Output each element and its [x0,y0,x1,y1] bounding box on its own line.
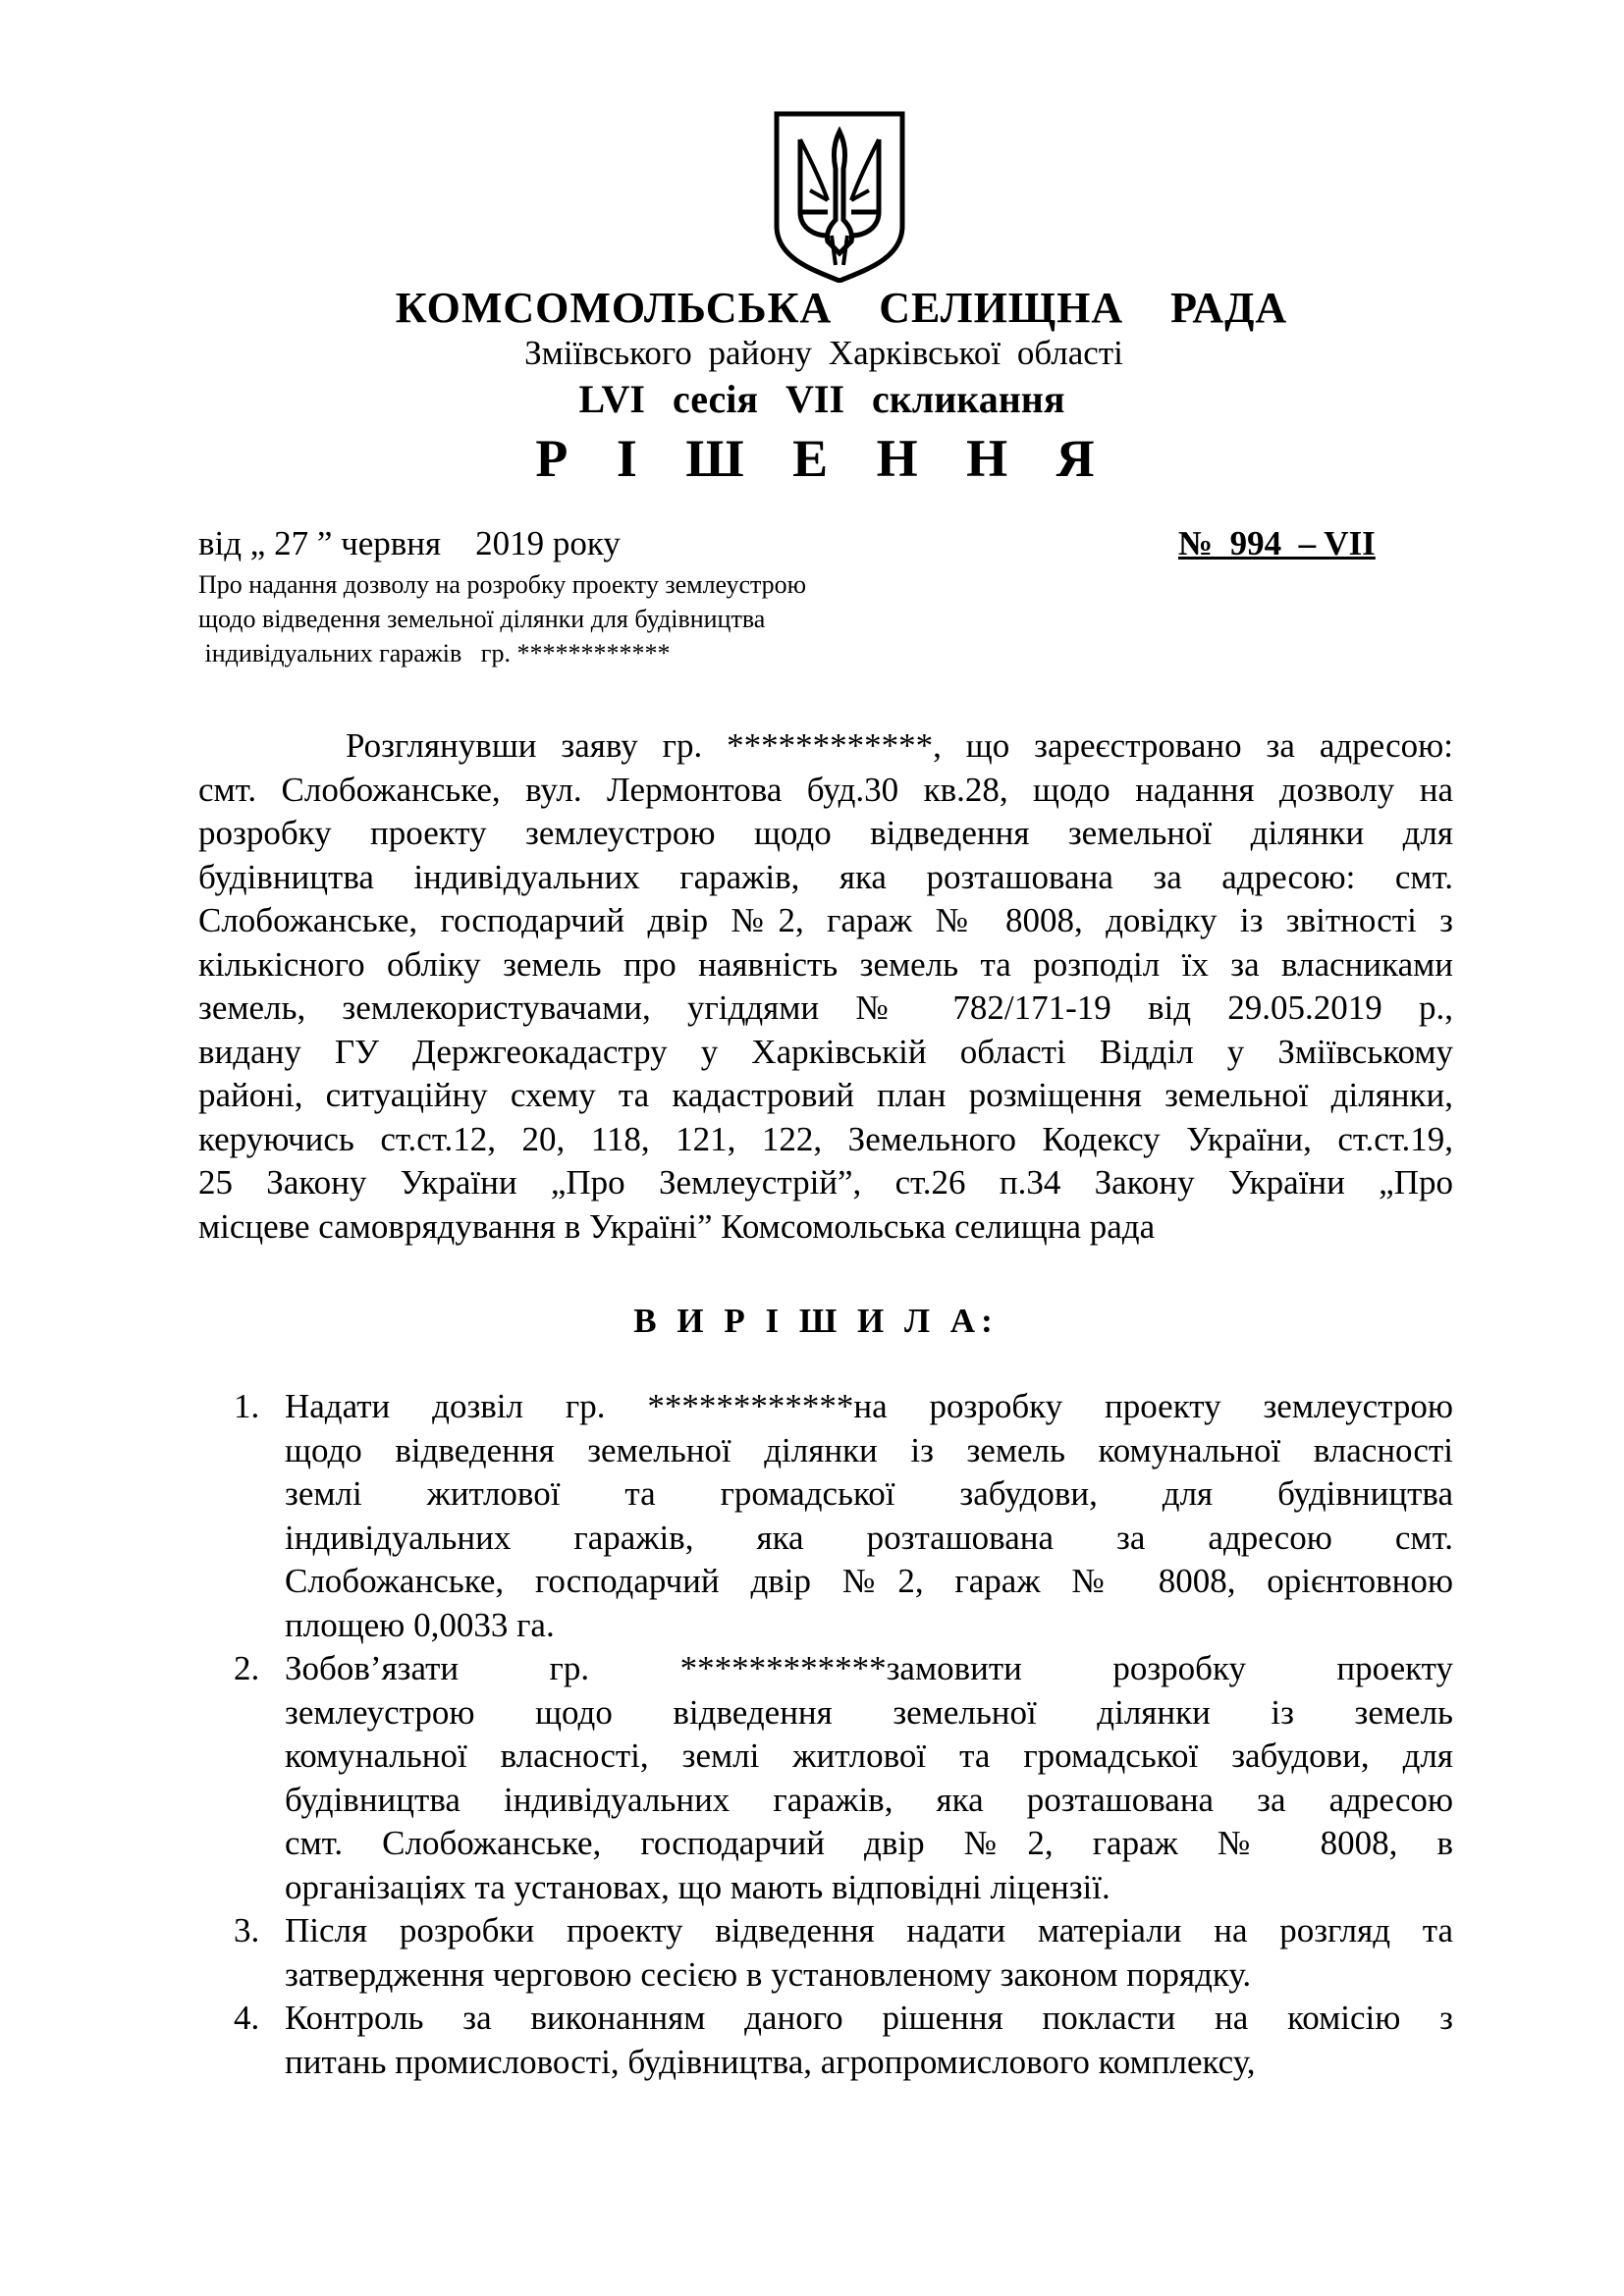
item-line: Слобожанське, господарчий двір №2, гараж № 8008, орієнтовною [285,1562,1453,1600]
resolution-item [234,1647,1453,1909]
subject-line: щодо відведення земельної ділянки для будівництва [198,605,766,633]
paragraph-line: видану ГУ Держгеокадастру у Харківській області Відділ у Зміївському [198,1032,1453,1071]
subject-line: Про надання дозволу на розробку проекту землеустрою [198,570,807,599]
decision-date: від „ 27 ” червня 2019 року [198,524,621,562]
district-line: Зміївського району Харківської області [524,334,1123,372]
paragraph-line: 25 Закону України „Про Землеустрій”, ст.26 п.34 Закону України „Про [198,1163,1453,1201]
item-line: Контроль за виконанням даного рішення покласти на комісію з [285,1999,1453,2037]
decision-number: № 994 – VII [1178,524,1376,562]
paragraph-line: керуючись ст.ст.12, 20, 118, 121, 122, Земельного Кодексу України, ст.ст.19, [198,1119,1453,1158]
item-line: землеустрою щодо відведення земельної ділянки із земель [285,1692,1453,1732]
paragraph-line: Розглянувши заяву гр. ************, що зареєстровано за адресою: [346,726,1453,765]
paragraph-line: будівництва індивідуальних гаражів, яка розташована за адресою: смт. [198,857,1453,896]
resolution-item [234,1909,1453,1997]
trident-coat-of-arms-icon [771,110,908,283]
session-line: LVI сесія VII скликання [578,377,1065,421]
decision-title: Р І Ш Е Н Н Я [535,429,1112,488]
resolution-item [234,1997,1453,2084]
item-line: Зобов’язати гр. ************замовити розробку проекту [285,1649,1453,1687]
resolution-item [234,1385,1453,1647]
item-line: землі житлової та громадської забудови, для будівництва [285,1474,1453,1513]
item-line: питань промисловості, будівництва, агропромислового комплексу, [285,2042,1256,2081]
paragraph-line: районі, ситуаційну схему та кадастровий план розміщення земельної ділянки, [198,1076,1453,1114]
preamble-paragraph [198,724,1453,1249]
resolved-heading: В И Р І Ш И Л А: [633,1302,999,1340]
item-line: комунальної власності, землі житлової та громадської забудови, для [285,1736,1453,1775]
item-line: площею 0,0033 га. [285,1605,555,1644]
item-line: Надати дозвіл гр. ************на розробку проекту землеустрою [285,1387,1453,1425]
paragraph-line: місцеве самоврядування в Україні” Комсомольська селищна рада [198,1206,1156,1246]
item-line: організаціях та установах, що мають відповідні ліцензії. [285,1867,1110,1906]
item-line: індивідуальних гаражів, яка розташована за адресою смт. [285,1518,1453,1557]
item-number: 2. [234,1649,260,1687]
item-line: щодо відведення земельної ділянки із земель комунальної власності [285,1430,1453,1469]
paragraph-line: смт. Слобожанське, вул. Лермонтова буд.30 кв.28, щодо надання дозволу на [198,770,1453,809]
subject-line: індивідуальних гаражів гр. ************ [198,639,671,667]
paragraph-line: кількісного обліку земель про наявність земель та розподіл їх за власниками [198,944,1453,984]
decision-subject [198,567,806,670]
resolution-items [234,1385,1453,2084]
item-line: Після розробки проекту відведення надати матеріали на розгляд та [285,1911,1453,1949]
council-name: КОМСОМОЛЬСЬКА СЕЛИЩНА РАДА [395,284,1288,332]
paragraph-line: Слобожанське, господарчий двір №2, гараж № 8008, довідку із звітності з [198,901,1453,939]
paragraph-line: земель, землекористувачами, угіддями № 782/171-19 від 29.05.2019 р., [198,988,1453,1027]
paragraph-line: розробку проекту землеустрою щодо відведення земельної ділянки для [198,814,1453,852]
item-number: 3. [234,1911,260,1949]
item-line: будівництва індивідуальних гаражів, яка розташована за адресою [285,1780,1453,1819]
item-number: 4. [234,1999,260,2037]
item-line: затвердження черговою сесією в установленому законом порядку. [285,1954,1252,1994]
item-number: 1. [234,1387,260,1425]
item-line: смт. Слобожанське, господарчий двір №2, гараж № 8008, в [285,1824,1453,1862]
